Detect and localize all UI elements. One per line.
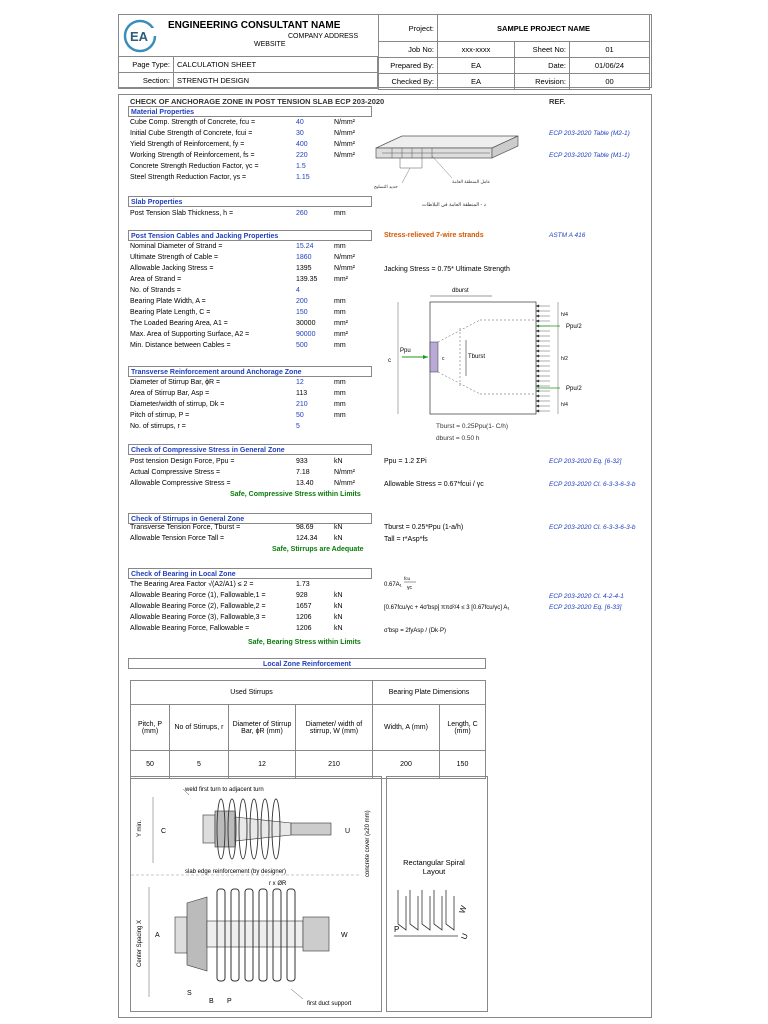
compressive-unit: kN (334, 458, 343, 465)
local-zone-table (130, 680, 486, 779)
cables-label: Allowable Jacking Stress = (130, 265, 214, 272)
a-dim-label: A (155, 932, 160, 939)
local-zone-heading: Local Zone Reinforcement (128, 658, 486, 669)
date-value: 01/06/24 (570, 58, 650, 74)
transverse-unit: mm (334, 412, 346, 419)
cables-value: 4 (296, 287, 300, 294)
bearing-ref-2: ECP 203-2020 Eq. [6-33] (549, 604, 622, 611)
material-label: Initial Cube Strength of Concrete, fcui = (130, 130, 253, 137)
cables-unit: N/mm² (334, 265, 355, 272)
compressive-ref-1: ECP 203-2020 Eq. [6-32] (549, 458, 622, 465)
compressive-value: 13.40 (296, 480, 314, 487)
transverse-label: Diameter/width of stirrup, Dk = (130, 401, 225, 408)
spiral-w-label: W (457, 904, 469, 915)
svg-text:γc: γc (407, 585, 412, 591)
bursting-force-diagram (380, 280, 590, 446)
ppu2-bottom-label: Ppu/2 (566, 386, 582, 392)
cables-value: 1860 (296, 254, 312, 261)
compressive-unit: N/mm² (334, 469, 355, 476)
material-value: 30 (296, 130, 304, 137)
company-logo (120, 18, 160, 54)
cables-label: Bearing Plate Width, A = (130, 298, 206, 305)
stirrups-ok: Safe, Stirrups are Adequate (272, 546, 364, 553)
transverse-heading: Transverse Reinforcement around Anchorage Zone (128, 366, 372, 377)
stirrups-label: Allowable Tension Force Tall = (130, 535, 225, 542)
transverse-unit: mm (334, 390, 346, 397)
lz-val-nstirrups: 5 (170, 751, 229, 779)
rectangular-spiral-drawing (388, 880, 484, 950)
revision-value: 00 (570, 74, 650, 90)
compressive-label: Allowable Compressive Stress = (130, 480, 231, 487)
svg-text:[0.67fcu/γc + 4σ'bsp] ππd²/4 ≤: [0.67fcu/γc + 4σ'bsp] ππd²/4 ≤ 3 [0.67fcu/γc] A₁ (384, 605, 510, 611)
cables-value: 15.24 (296, 243, 314, 250)
cables-label: Max. Area of Supporting Surface, A2 = (130, 331, 250, 338)
cables-value: 90000 (296, 331, 316, 338)
strand-ref: ASTM A 416 (549, 232, 586, 239)
lz-col-width-stirrup: Diameter/ width of stirrup, W (mm) (296, 705, 373, 751)
ppu-label: Ppu (400, 348, 411, 354)
transverse-unit: mm (334, 379, 346, 386)
bearing-value: 1.73 (296, 581, 310, 588)
lz-val-width-stirrup: 210 (296, 751, 373, 779)
bearing-ref-1: ECP 203-2020 Cl. 4-2-4-1 (549, 593, 624, 600)
c-inner-label: c (442, 356, 445, 362)
lz-col-pitch: Pitch, P (mm) (131, 705, 170, 751)
company-name: ENGINEERING CONSULTANT NAME (168, 20, 341, 31)
stirrups-unit: kN (334, 535, 343, 542)
bearing-value: 1657 (296, 603, 312, 610)
cables-label: Area of Strand = (130, 276, 182, 283)
cables-value: 200 (296, 298, 308, 305)
transverse-value: 113 (296, 390, 308, 397)
b-dim-label: B (209, 998, 214, 1005)
transverse-value: 12 (296, 379, 304, 386)
lz-group-stirrups: Used Stirrups (131, 681, 373, 705)
bearing-formulas-figure (382, 576, 532, 642)
duct-note: first duct support (307, 1001, 352, 1007)
cables-unit: mm (334, 243, 346, 250)
tburst-label: Tburst (468, 354, 486, 360)
svg-text:0.67A₁: 0.67A₁ (384, 582, 402, 588)
transverse-unit: mm (334, 401, 346, 408)
material-value: 400 (296, 141, 308, 148)
spiral-layout-title: Rectangular Spiral Layout (403, 858, 465, 876)
compressive-ref-2: ECP 203-2020 Cl. 6-3-3-6-3-b (549, 481, 636, 488)
slab-label: Post Tension Slab Thickness, h = (130, 210, 234, 217)
header-left-table (118, 56, 378, 89)
material-ref-1: ECP 203-2020 Table (M2-1) (549, 130, 630, 137)
spacing-x-label: Center Spacing X (137, 919, 143, 967)
pagetype-label: Page Type: (119, 57, 174, 73)
cables-label: Nominal Diameter of Strand = (130, 243, 223, 250)
section-label: Section: (119, 73, 174, 89)
project-label: Project: (379, 15, 438, 42)
section-value: STRENGTH DESIGN (174, 73, 378, 89)
bearing-unit: kN (334, 625, 343, 632)
weld-note: weld first turn to adjacent turn (185, 787, 264, 793)
transverse-label: No. of stirrups, r = (130, 423, 186, 430)
cables-unit: mm (334, 298, 346, 305)
cables-unit: mm² (334, 320, 348, 327)
figure-caption: د - المنطقة العامة في البلاطات (422, 202, 486, 208)
material-label: Cube Comp. Strength of Concrete, fcu = (130, 119, 256, 126)
material-unit: N/mm² (334, 152, 355, 159)
svg-text:σ'bsp = 2fyAsp / (Dk·P): σ'bsp = 2fyAsp / (Dk·P) (384, 628, 447, 634)
cables-label: Min. Distance between Cables = (130, 342, 231, 349)
c-label: c (388, 358, 391, 364)
cables-heading: Post Tension Cables and Jacking Properties (128, 230, 372, 241)
cables-label: No. of Strands = (130, 287, 181, 294)
checked-label: Checked By: (379, 74, 438, 90)
transverse-label: Area of Stirrup Bar, Asp = (130, 390, 210, 397)
transverse-value: 50 (296, 412, 304, 419)
h2-label: h/2 (561, 356, 568, 362)
slab-general-zone-figure (372, 128, 520, 210)
lz-col-plate-width: Width, A (mm) (373, 705, 440, 751)
lz-val-plate-width: 200 (373, 751, 440, 779)
bearing-label: Allowable Bearing Force, Fallowable = (130, 625, 250, 632)
bearing-unit: kN (334, 603, 343, 610)
checked-value: EA (438, 74, 515, 90)
u-dim-label: U (345, 828, 351, 835)
stirrups-value: 124.34 (296, 535, 318, 542)
strand-note: Stress-relieved 7-wire strands (384, 232, 484, 239)
compressive-note-1: Ppu = 1.2 ΣPi (384, 458, 427, 465)
svg-text:EA: EA (130, 29, 149, 44)
material-value: 1.5 (296, 163, 306, 170)
jacking-note: Jacking Stress = 0.75* Ultimate Strength (384, 266, 510, 273)
h4-top-label: h/4 (561, 312, 568, 318)
figure-label-1: حديد التسليح (374, 184, 398, 189)
ppu2-top-label: Ppu/2 (566, 324, 582, 330)
s-dim-label: S (187, 990, 192, 997)
c-dim-label: C (161, 828, 167, 835)
bearing-ok: Safe, Bearing Stress within Limits (248, 639, 361, 646)
material-value: 1.15 (296, 174, 310, 181)
svg-text:fcu: fcu (404, 576, 411, 581)
bearing-unit: kN (334, 592, 343, 599)
lz-group-plate: Bearing Plate Dimensions (373, 681, 486, 705)
header-right-table (378, 14, 650, 90)
company-address: COMPANY ADDRESS (288, 33, 359, 40)
spiral-p-label: P (394, 925, 400, 934)
compressive-ok: Safe, Compressive Stress within Limits (230, 491, 361, 498)
cables-value: 139.35 (296, 276, 318, 283)
transverse-value: 5 (296, 423, 300, 430)
cables-value: 1395 (296, 265, 312, 272)
compressive-label: Actual Compressive Stress = (130, 469, 221, 476)
stirrups-heading: Check of Stirrups in General Zone (128, 513, 372, 524)
bearing-heading: Check of Bearing in Local Zone (128, 568, 372, 579)
lz-col-diameter: Diameter of Stirrup Bar, ϕR (mm) (229, 705, 296, 751)
material-heading: Material Properties (128, 106, 372, 117)
pagetype-value: CALCULATION SHEET (174, 57, 378, 73)
cables-unit: mm (334, 309, 346, 316)
bearing-label: Allowable Bearing Force (2), Fallowable,2 = (130, 603, 266, 610)
stirrups-value: 98.69 (296, 524, 314, 531)
cables-unit: mm² (334, 331, 348, 338)
compressive-value: 933 (296, 458, 308, 465)
date-label: Date: (515, 58, 570, 74)
prepared-value: EA (438, 58, 515, 74)
material-label: Concrete Strength Reduction Factor, γc = (130, 163, 259, 170)
cables-value: 500 (296, 342, 308, 349)
compressive-note-2: Allowable Stress = 0.67*fcui / γc (384, 481, 484, 488)
cables-label: The Loaded Bearing Area, A1 = (130, 320, 228, 327)
bearing-value: 1206 (296, 625, 312, 632)
material-label: Steel Strength Reduction Factor, γs = (130, 174, 247, 181)
cables-unit: mm² (334, 276, 348, 283)
figure-label-2: عامل المنطقة العامة (452, 179, 491, 184)
slab-heading: Slab Properties (128, 196, 372, 207)
sheetno-value: 01 (570, 42, 650, 58)
material-unit: N/mm² (334, 119, 355, 126)
stirrups-note-2: Tall = r*Asp*fs (384, 536, 428, 543)
rxor-label: r x ØR (269, 881, 287, 887)
cables-value: 150 (296, 309, 308, 316)
material-ref-2: ECP 203-2020 Table (M1-1) (549, 152, 630, 159)
spiral-u-label: U (459, 932, 470, 941)
material-unit: N/mm² (334, 130, 355, 137)
material-value: 40 (296, 119, 304, 126)
stirrups-ref-1: ECP 203-2020 Cl. 6-3-3-6-3-b (549, 524, 636, 531)
lz-val-diameter: 12 (229, 751, 296, 779)
material-unit: N/mm² (334, 141, 355, 148)
stirrups-note-1: Tburst = 0.25*Ppu (1-a/h) (384, 524, 464, 531)
company-website: WEBSITE (254, 41, 286, 48)
compressive-label: Post tension Design Force, Ppu = (130, 458, 235, 465)
lz-val-pitch: 50 (131, 751, 170, 779)
bearing-value: 928 (296, 592, 308, 599)
bearing-label: The Bearing Area Factor √(A2/A1) ≤ 2 = (130, 581, 254, 588)
p-dim-label: P (227, 998, 232, 1005)
bearing-label: Allowable Bearing Force (3), Fallowable,3 = (130, 614, 266, 621)
stirrups-label: Transverse Tension Force, Tburst = (130, 524, 241, 531)
bearing-label: Allowable Bearing Force (1), Fallowable,1 = (130, 592, 266, 599)
slab-value: 260 (296, 210, 308, 217)
w-dim-label: W (341, 932, 348, 939)
material-value: 220 (296, 152, 308, 159)
slab-unit: mm (334, 210, 346, 217)
cables-value: 30000 (296, 320, 316, 327)
dburst-label: dburst (452, 288, 469, 294)
prepared-label: Prepared By: (379, 58, 438, 74)
h4-bottom-label: h/4 (561, 402, 568, 408)
bearing-unit: kN (334, 614, 343, 621)
compressive-unit: N/mm² (334, 480, 355, 487)
cables-label: Ultimate Strength of Cable = (130, 254, 219, 261)
dburst-formula: dburst = 0.50 h (436, 435, 480, 442)
transverse-value: 210 (296, 401, 308, 408)
tburst-formula: Tburst = 0.25Ppu(1- C/h) (436, 423, 509, 430)
lz-col-nstirrups: No of Stirrups, r (170, 705, 229, 751)
slab-edge-note: slab edge reinforcement (by designer) (185, 869, 287, 875)
material-label: Yield Strength of Reinforcement, fy = (130, 141, 245, 148)
jobno-value: xxx-xxxx (438, 42, 515, 58)
cover-note: concrete cover (≥20 mm) (365, 810, 371, 877)
ymin-label: Y min. (137, 820, 143, 837)
transverse-label: Pitch of stirrup, P = (130, 412, 190, 419)
compressive-heading: Check of Compressive Stress in General Zone (128, 444, 372, 455)
material-label: Working Strength of Reinforcement, fs = (130, 152, 255, 159)
sheetno-label: Sheet No: (515, 42, 570, 58)
ref-label: REF. (549, 97, 566, 106)
cables-unit: mm (334, 342, 346, 349)
cables-label: Bearing Plate Length, C = (130, 309, 211, 316)
anchorage-detail-drawing (131, 777, 379, 1009)
transverse-label: Diameter of Stirrup Bar, ϕR = (130, 379, 221, 386)
bearing-value: 1206 (296, 614, 312, 621)
compressive-value: 7.18 (296, 469, 310, 476)
revision-label: Revision: (515, 74, 570, 90)
cables-unit: N/mm² (334, 254, 355, 261)
lz-val-plate-length: 150 (440, 751, 486, 779)
jobno-label: Job No: (379, 42, 438, 58)
document-title: CHECK OF ANCHORAGE ZONE IN POST TENSION SLAB ECP 203-2020 (130, 97, 385, 106)
lz-col-plate-length: Length, C (mm) (440, 705, 486, 751)
stirrups-unit: kN (334, 524, 343, 531)
project-value: SAMPLE PROJECT NAME (438, 15, 650, 42)
